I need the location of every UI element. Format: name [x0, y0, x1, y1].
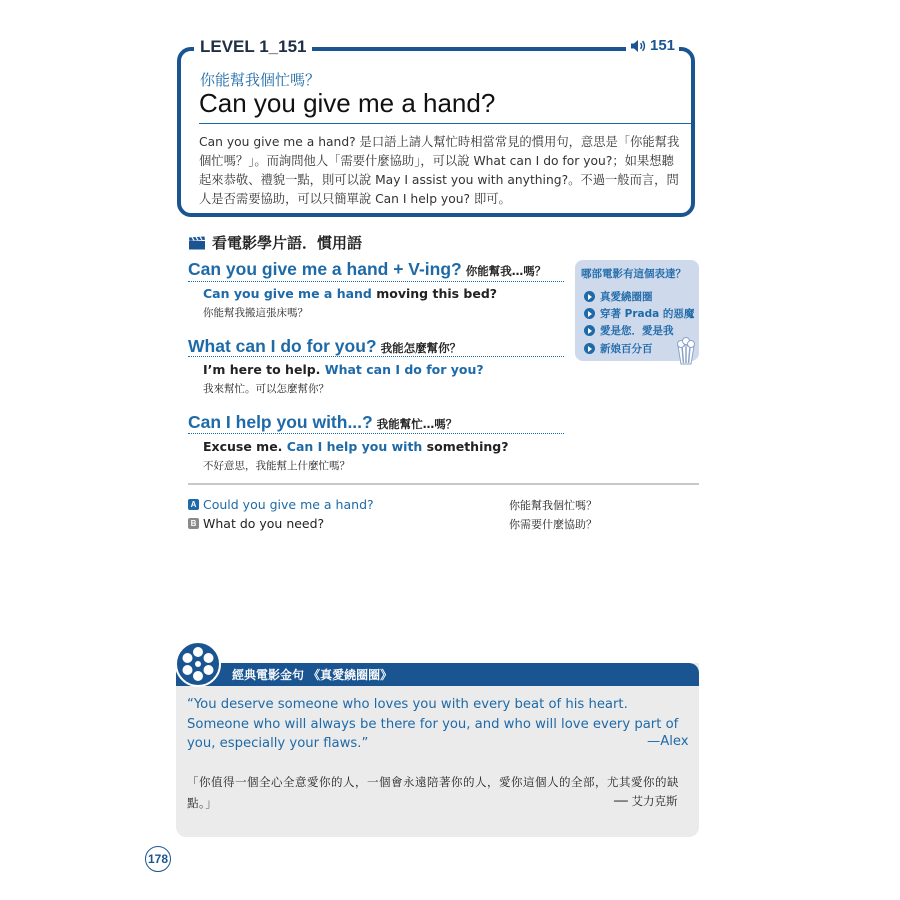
dotted-rule	[188, 433, 564, 434]
level-label: LEVEL 1_151	[194, 37, 312, 57]
section-header	[188, 232, 362, 253]
example-pre: Excuse me.	[203, 439, 287, 454]
sidebar-item-2	[584, 306, 694, 321]
phrase-meaning: 你能幫我…嗎？	[465, 264, 547, 278]
dialogue-line-a	[188, 497, 374, 512]
phrase-meaning: 我能幫忙…嗎？	[376, 417, 458, 431]
example-chinese: 你能幫我搬這張床嗎？	[203, 307, 308, 319]
popcorn-icon	[674, 336, 698, 366]
example-pre: I’m here to help.	[203, 362, 325, 377]
phrase-1	[188, 259, 546, 280]
sidebar-item-1	[584, 289, 653, 304]
sidebar-item-label: 穿著 Prada 的惡魔	[600, 308, 695, 320]
example-english	[203, 362, 484, 377]
speaker-b-badge: B	[188, 518, 199, 529]
example-english	[203, 286, 497, 301]
example-highlight: Can I help you with	[286, 439, 423, 454]
phrase-text: Can I help you with...?	[188, 412, 373, 432]
example-rest: moving this bed?	[371, 286, 498, 301]
film-reel-icon	[174, 640, 222, 688]
speaker-icon	[630, 39, 646, 53]
section-title: 看電影學片語．慣用語	[212, 234, 363, 252]
quote-english-author: —Alex	[647, 734, 689, 749]
example-chinese: 我來幫忙。可以怎麼幫你？	[203, 383, 329, 395]
sidebar-item-label: 真愛繞圈圈	[600, 291, 653, 303]
example-english	[203, 439, 508, 454]
sidebar-item-label: 愛是您．愛是我	[600, 325, 674, 337]
sidebar-item-label: 新娘百分百	[600, 343, 653, 355]
dotted-rule	[188, 281, 564, 282]
example-rest: something?	[422, 439, 509, 454]
sidebar-item-3	[584, 323, 674, 338]
quote-chinese: 「你值得一個全心全意愛你的人，一個會永遠陪著你的人，愛你這個人的全部，尤其愛你的缺點。」	[187, 775, 679, 810]
sidebar-item-4	[584, 341, 653, 356]
quote-header: 經典電影金句 《真愛繞圈圈》	[232, 668, 393, 682]
clapperboard-icon	[188, 236, 206, 250]
section-divider	[188, 483, 699, 485]
quote-english: “You deserve someone who loves you with every beat of his heart. Someone who will always be there for you, and who will love every part of you, especially your flaws.”	[187, 697, 679, 751]
dialogue-english: Could you give me a hand?	[203, 497, 374, 512]
example-highlight: Can you give me a hand	[203, 286, 372, 301]
play-bullet-icon	[584, 291, 595, 302]
play-bullet-icon	[584, 325, 595, 336]
audio-track-number: 151	[650, 37, 676, 54]
speaker-a-badge: A	[188, 499, 199, 510]
sidebar-title: 哪部電影有這個表達？	[581, 268, 686, 280]
quote-chinese-author: ── 艾力克斯	[614, 794, 678, 808]
dialogue-english: What do you need?	[203, 516, 325, 531]
dotted-rule	[188, 356, 564, 357]
phrase-2	[188, 336, 461, 357]
page-number: 178	[145, 846, 171, 872]
phrase-3	[188, 412, 457, 433]
audio-track[interactable]	[626, 37, 679, 54]
phrase-meaning: 我能怎麼幫你？	[380, 341, 462, 355]
dialogue-chinese-a: 你能幫我個忙嗎？	[509, 499, 597, 512]
dialogue-chinese-b: 你需要什麼協助？	[509, 518, 597, 531]
play-bullet-icon	[584, 308, 595, 319]
example-chinese: 不好意思，我能幫上什麼忙嗎？	[203, 460, 350, 472]
dialogue-line-b	[188, 516, 324, 531]
phrase-text: What can I do for you?	[188, 336, 377, 356]
description: Can you give me a hand? 是口語上請人幫忙時相當常見的慣用句，意思是「你能幫我個忙嗎？」。而詢問他人「需要什麼協助」，可以說 What can I do for you?；如果想聽起來恭敬、禮貌一點，則可以說 May I assist you with anything?。不過一般而言，問人是否需要協助，可以只簡單說 Can I help you? 即可。	[199, 135, 680, 206]
play-bullet-icon	[584, 343, 595, 354]
title-chinese: 你能幫我個忙嗎？	[200, 71, 321, 89]
title-english: Can you give me a hand?	[199, 88, 496, 118]
phrase-text: Can you give me a hand + V-ing?	[188, 259, 462, 279]
title-divider	[199, 123, 691, 124]
example-highlight: What can I do for you?	[324, 362, 484, 377]
